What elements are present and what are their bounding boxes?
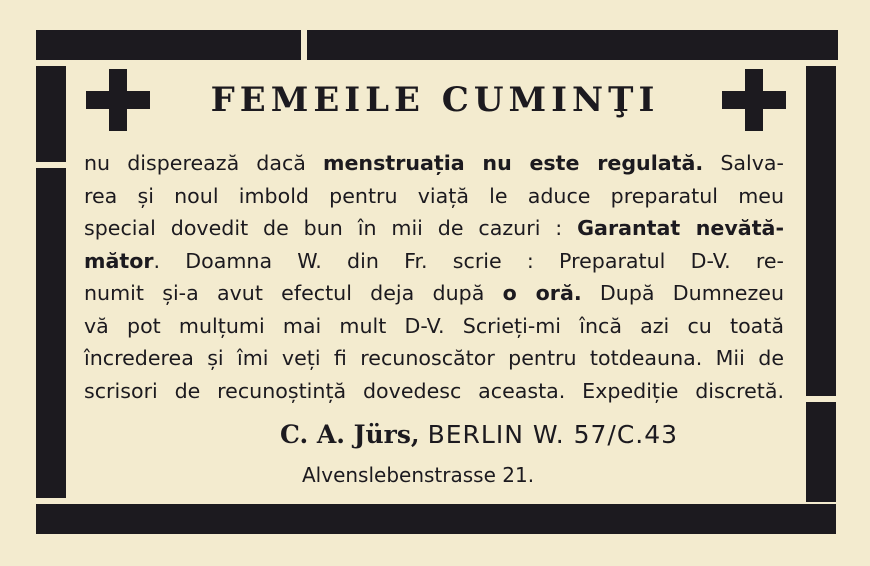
ad-body [84,147,784,407]
frame-left-lower-bar [36,168,66,498]
body-line: încrederea și îmi veți fi recunoscător pentru totdeauna. Mii de [84,346,784,370]
frame-right-upper-bar [806,66,836,396]
cross-icon-right [722,69,786,131]
city-code: BERLIN W. 57/C.43 [427,420,679,449]
frame-left-upper-bar [36,66,66,162]
body-line: mător. Doamna W. din Fr. scrie : Preparatul D-V. re- [84,248,784,273]
frame-right-lower-bar [806,402,836,502]
firm-name: C. A. Jürs, [280,420,420,449]
ad-title: FEMEILE CUMINŢI [210,80,660,120]
body-line: scrisori de recunoștință dovedesc aceasta. Expediție discretă. [84,378,784,403]
street-address: Alvenslebenstrasse 21. [302,463,535,487]
body-line: vă pot mulțumi mai mult D-V. Scrieți-mi încă azi cu toată [84,313,784,338]
frame-top-right-bar [307,30,838,60]
cross-icon-left [86,69,150,131]
body-line: numit și-a avut efectul deja după o oră. După Dumnezeu [84,281,785,305]
frame-top-left-bar [36,30,301,60]
frame-bottom-bar [36,504,836,534]
body-line: special dovedit de bun în mii de cazuri : Garantat nevătă- [84,216,784,240]
body-line: nu disperează dacă menstruația nu este regulată. Salva- [84,151,784,175]
body-line: rea și noul imbold pentru viață le aduce preparatul meu [84,183,784,208]
signature-line [280,420,678,449]
